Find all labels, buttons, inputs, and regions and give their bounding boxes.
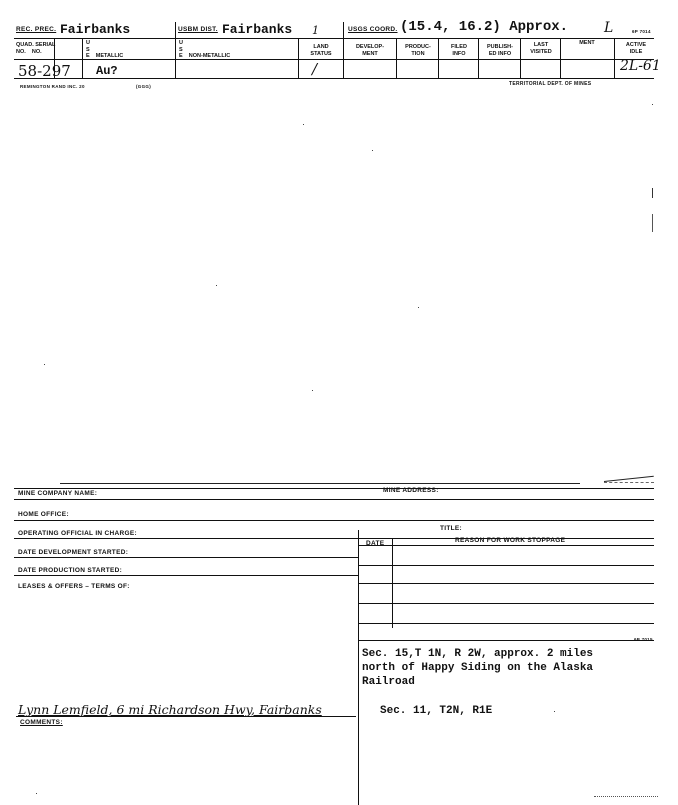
card-edge-dash <box>604 482 654 483</box>
card-edge <box>60 483 580 484</box>
scan-mark <box>652 214 653 232</box>
usgs-coord-label: USGS COORD. <box>348 26 398 33</box>
scan-speck <box>652 104 653 105</box>
location-secondary: Sec. 11, T2N, R1E <box>380 705 493 717</box>
scan-speck <box>372 150 373 151</box>
corner-mark: L <box>604 20 614 36</box>
scan-speck <box>303 124 304 125</box>
col-development: DEVELOP- MENT <box>355 44 385 57</box>
divider <box>298 39 299 78</box>
divider <box>478 39 479 78</box>
col-last-visited: LAST VISITED <box>530 42 552 55</box>
printer-code: (GGG) <box>136 84 151 89</box>
date-column-divider <box>392 538 393 628</box>
date-production-label: DATE PRODUCTION STARTED: <box>18 567 123 574</box>
usbm-dist-mark: 1 <box>312 24 319 37</box>
comments-rule <box>16 716 356 717</box>
mine-company-name-label: MINE COMPANY NAME: <box>18 490 98 497</box>
col-non-metallic: U S E NON-METALLIC <box>179 40 231 59</box>
stoppage-row-rule <box>358 583 654 584</box>
col-production: PRODUC- TION <box>405 44 431 57</box>
stoppage-row-rule <box>358 565 654 566</box>
title-label: TITLE: <box>440 525 463 532</box>
scan-speck <box>554 711 555 712</box>
divider <box>343 22 344 78</box>
scan-speck <box>44 364 45 365</box>
usbm-dist-value: Fairbanks <box>222 22 293 37</box>
row-last-visited: 2L-61 <box>620 58 661 74</box>
scan-speck <box>36 793 37 794</box>
date-development-label: DATE DEVELOPMENT STARTED: <box>18 549 129 556</box>
scan-speck <box>418 307 419 308</box>
divider <box>560 39 561 78</box>
operating-official-label: OPERATING OFFICIAL IN CHARGE: <box>18 530 137 537</box>
row-bottom-rule <box>14 78 654 79</box>
rec-prec-value: Fairbanks <box>60 22 131 37</box>
form-rule <box>14 575 358 576</box>
reason-column-label: REASON FOR WORK STOPPAGE <box>455 537 566 544</box>
divider <box>520 39 521 78</box>
handwritten-comment: Lynn Lemfield, 6 mi Richardson Hwy, Fairbanks <box>18 702 322 717</box>
home-office-label: HOME OFFICE: <box>18 511 69 518</box>
department-label: TERRITORIAL DEPT. OF MINES <box>509 81 592 87</box>
rec-prec-label: REC. PREC. <box>16 26 57 33</box>
divider <box>614 39 615 78</box>
printer-imprint: REMINGTON RAND INC. 20 <box>20 84 85 89</box>
col-published-info: PUBLISH- ED INFO <box>487 44 513 57</box>
scan-mark <box>594 796 658 797</box>
row-quad-serial: 58-297 <box>18 62 71 80</box>
leases-offers-label: LEASES & OFFERS – TERMS OF: <box>18 583 130 590</box>
stoppage-row-rule <box>358 623 654 624</box>
scan-speck <box>312 390 313 391</box>
row-metallic: Au? <box>96 64 118 78</box>
col-land-status: LAND STATUS <box>310 44 332 57</box>
header-rule <box>14 38 654 39</box>
col-filed-info: FILED INFO <box>451 44 467 57</box>
col-ment: MENT <box>579 40 595 46</box>
row-land-status: / <box>312 60 318 78</box>
comments-label: COMMENTS: <box>20 719 63 726</box>
usbm-dist-label: USBM DIST. <box>178 26 218 33</box>
form-number: 6P 7014 <box>632 29 651 34</box>
form-number-2: 6P 7015 <box>634 637 653 642</box>
form-rule <box>14 488 654 489</box>
mine-address-label: MINE ADDRESS: <box>383 487 439 494</box>
stoppage-row-rule <box>358 640 654 641</box>
stoppage-row-rule <box>358 603 654 604</box>
col-metallic: U S E METALLIC <box>86 40 124 59</box>
form-rule <box>14 557 358 558</box>
usgs-coord-value: (15.4, 16.2) Approx. <box>400 19 569 35</box>
divider <box>438 39 439 78</box>
scan-speck <box>216 285 217 286</box>
divider <box>82 39 83 78</box>
col-quad-serial: QUAD. SERIAL NO. NO. <box>16 42 56 55</box>
form-rule <box>14 499 654 500</box>
vertical-divider <box>358 530 359 805</box>
date-column-label: DATE <box>366 540 385 547</box>
form-rule <box>358 545 654 546</box>
col-active-idle: ACTIVE IDLE <box>625 42 647 55</box>
divider <box>396 39 397 78</box>
scan-mark <box>652 188 653 198</box>
form-rule <box>14 520 654 521</box>
location-description: Sec. 15,T 1N, R 2W, approx. 2 miles north of Happy Siding on the Alaska Railroad <box>362 648 594 688</box>
